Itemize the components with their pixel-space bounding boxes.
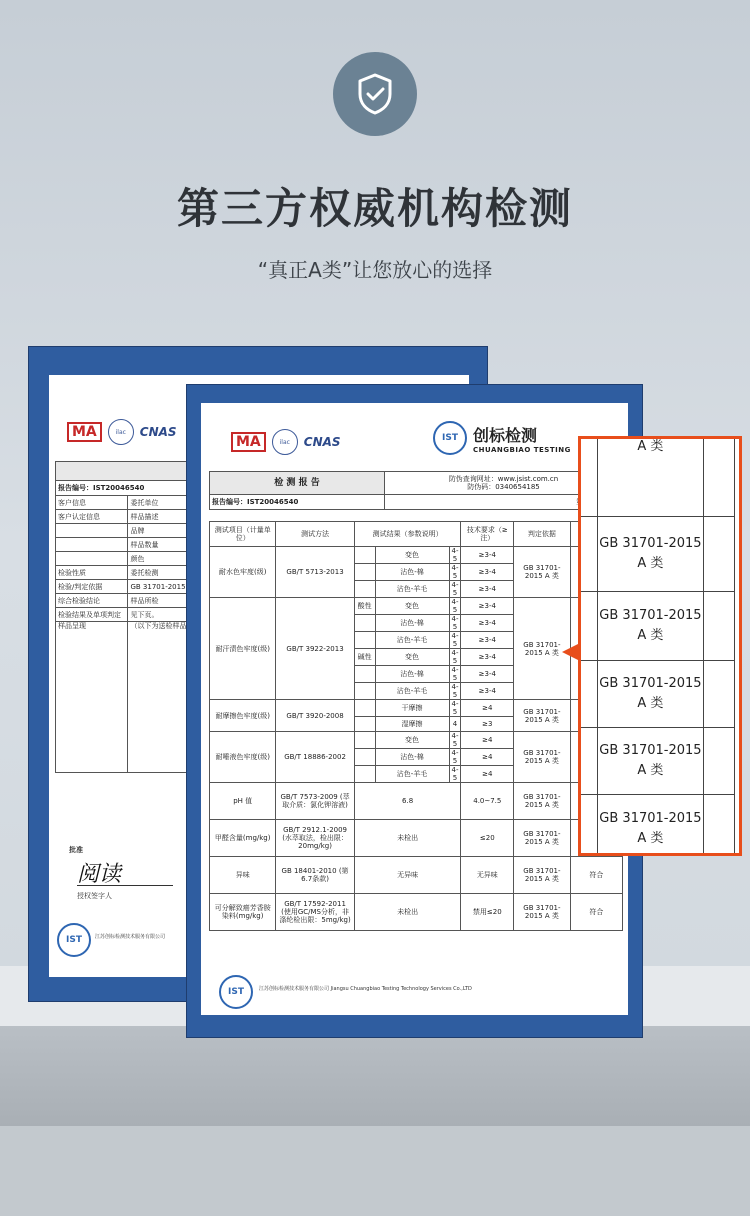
callout-basis-cell: GB 31701-2015 A 类: [597, 592, 703, 661]
result-cell: 沾色-棉: [375, 749, 449, 766]
back-table-cell: （以下为送检样品: [128, 622, 192, 773]
test-method: GB 18401-2010 (第6.7条款): [276, 857, 354, 894]
back-report-number: 报告编号：IST20046540: [56, 481, 470, 496]
result-cell: 4-5: [449, 732, 461, 749]
table-row: [210, 857, 623, 894]
callout-left-cell: [578, 661, 597, 728]
back-table-cell: 颜色: [128, 552, 192, 566]
back-table-cell: 委托单位: [128, 496, 192, 510]
test-item: 可分解致癌芳香胺染料(mg/kg): [210, 894, 276, 931]
verdict-cell: 符合: [570, 894, 622, 931]
result-cell: 无异味: [354, 857, 461, 894]
result-cell: ≥3-4: [461, 632, 514, 649]
column-header: 判定依据: [514, 522, 571, 547]
table-row: [210, 820, 623, 857]
back-table-cell: [56, 524, 128, 538]
callout-left-cell: [578, 436, 597, 517]
result-cell: 4: [449, 717, 461, 732]
table-row: [210, 598, 623, 615]
column-header: 测试项目（计量单位）: [210, 522, 276, 547]
back-table-cell: 样品呈现: [56, 622, 128, 773]
test-item: 耐摩擦色牢度(级): [210, 700, 276, 732]
result-cell: 变色: [375, 732, 449, 749]
signature: 阅读: [77, 862, 122, 887]
result-cell: 4-5: [449, 632, 461, 649]
callout-left-cell: [578, 728, 597, 795]
test-item: 耐汗渍色牢度(级): [210, 598, 276, 700]
test-method: GB/T 3922-2013: [276, 598, 354, 700]
test-method: GB/T 17592-2011 (使用GC/MS分析，非涤纶检出限：5mg/kg): [276, 894, 354, 931]
basis-cell: GB 31701-2015 A 类: [514, 783, 571, 820]
back-table-cell: 检验结果及单项判定: [56, 608, 128, 622]
back-table-cell: [56, 538, 128, 552]
result-cell: 变色: [375, 649, 449, 666]
back-table-cell: 样品描述: [128, 510, 192, 524]
result-cell: [354, 632, 375, 649]
back-table-cell: 委托检测: [128, 566, 192, 580]
callout-pointer: [562, 644, 578, 660]
back-table-cell: 见下页。: [128, 608, 192, 622]
result-cell: 4-5: [449, 615, 461, 632]
result-cell: 4-5: [449, 749, 461, 766]
result-cell: ≥4: [461, 700, 514, 717]
result-cell: 干摩擦: [375, 700, 449, 717]
front-report-header-table: [209, 471, 623, 510]
basis-cell: GB 31701-2015 A 类: [514, 732, 571, 783]
shelf-front: [0, 1026, 750, 1126]
callout-row: [578, 592, 735, 661]
callout-right-cell: [704, 592, 735, 661]
result-cell: 4-5: [449, 598, 461, 615]
ist-stamp-icon: IST: [219, 975, 253, 1009]
column-header: 测试结果（参数说明）: [354, 522, 461, 547]
test-method: GB/T 5713-2013: [276, 547, 354, 598]
result-cell: 4-5: [449, 564, 461, 581]
back-table-cell: 检验/判定依据: [56, 580, 128, 594]
back-table-cell: 综合检验结论: [56, 594, 128, 608]
result-cell: [354, 547, 375, 564]
result-cell: [354, 717, 375, 732]
shield-check-icon: [355, 72, 395, 116]
result-cell: 4-5: [449, 766, 461, 783]
result-cell: 碱性: [354, 649, 375, 666]
column-header: 技术要求（≥注）: [461, 522, 514, 547]
results-header-row: [210, 522, 623, 547]
approve-label: 批准: [69, 846, 83, 854]
result-cell: 湿摩擦: [375, 717, 449, 732]
result-cell: 4-5: [449, 649, 461, 666]
test-item: 耐水色牢度(级): [210, 547, 276, 598]
back-footer: 江苏创标检测技术服务有限公司: [95, 934, 166, 940]
result-cell: [354, 683, 375, 700]
cma-logo-icon: MA: [67, 422, 102, 442]
test-method: GB/T 3920-2008: [276, 700, 354, 732]
result-cell: [354, 564, 375, 581]
cnas-logo-icon: CNAS: [139, 425, 177, 439]
test-method: GB/T 2912.1-2009 (水萃取法，检出限：20mg/kg): [276, 820, 354, 857]
test-item: 甲醛含量(mg/kg): [210, 820, 276, 857]
anti-fake-code: 防伪码：0340654185: [467, 483, 540, 491]
basis-cell: GB 31701-2015 A 类: [514, 598, 571, 700]
result-cell: [354, 766, 375, 783]
cma-logo-icon: MA: [231, 432, 266, 452]
result-cell: ≥4: [461, 766, 514, 783]
back-table-cell: 品牌: [128, 524, 192, 538]
result-cell: 变色: [375, 547, 449, 564]
result-cell: [354, 749, 375, 766]
front-logo-row: [231, 429, 341, 455]
callout-left-cell: [578, 592, 597, 661]
result-cell: 未检出: [354, 894, 461, 931]
test-method: GB/T 18886-2002: [276, 732, 354, 783]
result-cell: 沾色-羊毛: [375, 766, 449, 783]
back-table-cell: 样品数量: [128, 538, 192, 552]
back-table-cell: 客户认定信息: [56, 510, 128, 524]
result-cell: ≥3-4: [461, 683, 514, 700]
results-table: [209, 521, 623, 931]
result-cell: ≥3-4: [461, 547, 514, 564]
callout-row: [578, 517, 735, 592]
ist-stamp-icon: IST: [57, 923, 91, 957]
callout-basis-cell: GB 31701-2015 A 类: [597, 728, 703, 795]
front-footer: 江苏创标检测技术服务有限公司 Jiangsu Chuangbiao Testing Technology Services Co.,LTD: [259, 986, 472, 992]
result-cell: 酸性: [354, 598, 375, 615]
verdict-cell: 符合: [570, 857, 622, 894]
back-table-cell: 样品所检: [128, 594, 192, 608]
result-cell: 4-5: [449, 683, 461, 700]
result-cell: 沾色-棉: [375, 666, 449, 683]
ilac-logo-icon: ilac: [272, 429, 298, 455]
page-subtitle: “真正A类”让您放心的选择: [257, 258, 493, 282]
back-table-cell: 检验性质: [56, 566, 128, 580]
front-report-frame: [186, 384, 643, 1038]
callout-left-cell: [578, 795, 597, 857]
callout-basis-cell: A 类: [597, 436, 703, 517]
floor: [0, 1126, 750, 1216]
result-cell: 4-5: [449, 666, 461, 683]
front-report-title: 检 测 报 告: [210, 472, 385, 495]
front-report-number: 报告编号：IST20046540: [210, 495, 385, 510]
result-cell: 6.8: [354, 783, 461, 820]
result-cell: ≥4: [461, 749, 514, 766]
basis-cell: GB 31701-2015 A 类: [514, 820, 571, 857]
cnas-logo-icon: CNAS: [303, 435, 341, 449]
result-cell: [354, 666, 375, 683]
back-table-cell: [56, 552, 128, 566]
result-cell: [354, 615, 375, 632]
zoom-callout: [578, 436, 742, 856]
test-method: GB/T 7573-2009 (萃取介质：氯化钾溶液): [276, 783, 354, 820]
table-row: [210, 700, 623, 717]
callout-basis-cell: GB 31701-2015 A 类: [597, 661, 703, 728]
basis-cell: GB 31701-2015 A 类: [514, 700, 571, 732]
callout-row: [578, 661, 735, 728]
table-row: [210, 732, 623, 749]
result-cell: 沾色-羊毛: [375, 581, 449, 598]
result-cell: ≤20: [461, 820, 514, 857]
ilac-logo-icon: ilac: [108, 419, 134, 445]
signer-label: 授权签字人: [77, 892, 112, 900]
brand-name-en: CHUANGBIAO TESTING: [473, 445, 571, 454]
callout-right-cell: [704, 517, 735, 592]
result-cell: 沾色-棉: [375, 615, 449, 632]
callout-table: [578, 436, 735, 856]
result-cell: 4-5: [449, 581, 461, 598]
table-row: [210, 894, 623, 931]
back-table-cell: GB 31701-2015: [128, 580, 192, 594]
test-item: pH 值: [210, 783, 276, 820]
result-cell: 变色: [375, 598, 449, 615]
front-report-paper: [201, 403, 628, 1015]
column-header: 测试方法: [276, 522, 354, 547]
callout-right-cell: [704, 661, 735, 728]
result-cell: ≥3: [461, 717, 514, 732]
result-cell: [354, 732, 375, 749]
basis-cell: GB 31701-2015 A 类: [514, 894, 571, 931]
result-cell: 禁用≤20: [461, 894, 514, 931]
result-cell: 无异味: [461, 857, 514, 894]
test-item: 耐唾液色牢度(级): [210, 732, 276, 783]
result-cell: 4-5: [449, 547, 461, 564]
callout-right-cell: [704, 728, 735, 795]
result-cell: ≥3-4: [461, 564, 514, 581]
callout-basis-cell: GB 31701-2015 A 类: [597, 795, 703, 857]
back-table-cell: 客户信息: [56, 496, 128, 510]
result-cell: ≥3-4: [461, 615, 514, 632]
ist-logo-icon: IST: [433, 421, 467, 455]
page-title: 第三方权威机构检测: [176, 184, 573, 233]
callout-right-cell: [704, 436, 735, 517]
result-cell: [354, 581, 375, 598]
result-cell: ≥3-4: [461, 581, 514, 598]
signature-line: [77, 885, 173, 886]
brand-block: [433, 421, 571, 455]
callout-right-cell: [704, 795, 735, 857]
result-cell: 沾色-棉: [375, 564, 449, 581]
table-row: [210, 783, 623, 820]
back-logo-row: [67, 419, 177, 445]
result-cell: ≥3-4: [461, 666, 514, 683]
basis-cell: GB 31701-2015 A 类: [514, 857, 571, 894]
result-cell: [354, 700, 375, 717]
result-cell: 4-5: [449, 700, 461, 717]
result-cell: 沾色-羊毛: [375, 683, 449, 700]
result-cell: 未检出: [354, 820, 461, 857]
callout-row: [578, 436, 735, 517]
shield-badge: [333, 52, 417, 136]
result-cell: ≥4: [461, 732, 514, 749]
result-cell: ≥3-4: [461, 649, 514, 666]
basis-cell: GB 31701-2015 A 类: [514, 547, 571, 598]
test-item: 异味: [210, 857, 276, 894]
callout-row: [578, 728, 735, 795]
result-cell: 沾色-羊毛: [375, 632, 449, 649]
callout-left-cell: [578, 517, 597, 592]
result-cell: 4.0~7.5: [461, 783, 514, 820]
brand-name: 创标检测: [473, 425, 538, 445]
callout-basis-cell: GB 31701-2015 A 类: [597, 517, 703, 592]
table-row: [210, 547, 623, 564]
result-cell: ≥3-4: [461, 598, 514, 615]
callout-row: [578, 795, 735, 857]
query-site: 防伪查询网址：www.jsist.com.cn: [448, 475, 559, 483]
